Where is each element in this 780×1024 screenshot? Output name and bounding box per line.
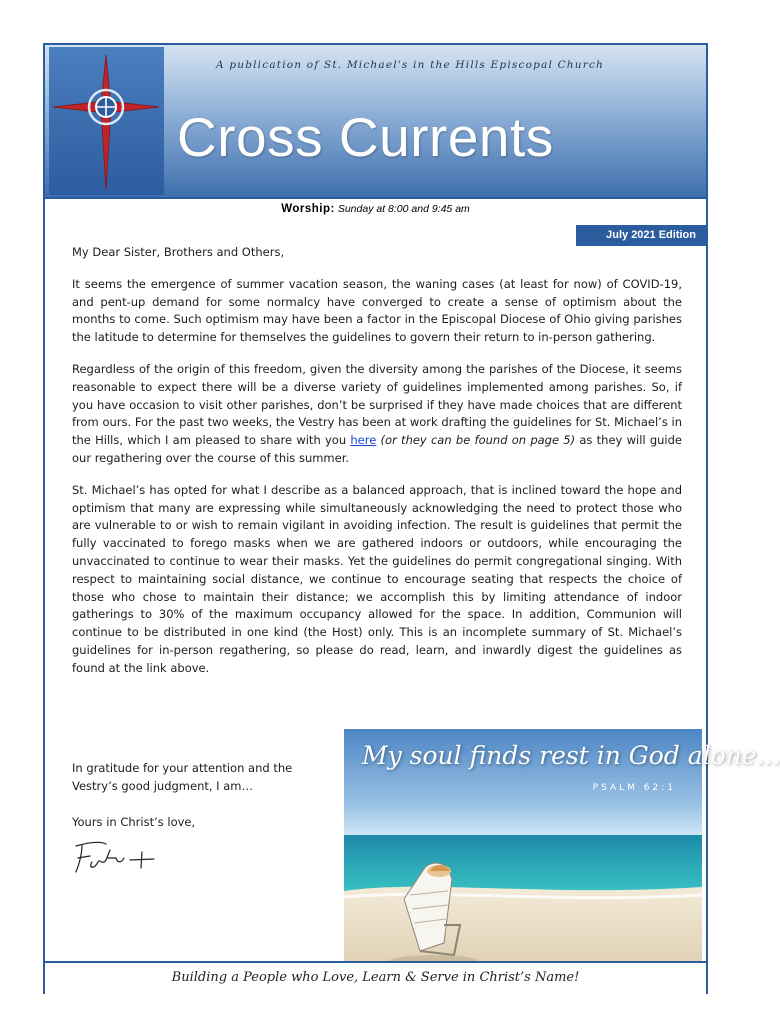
signoff-line: Yours in Christ’s love, [72, 814, 196, 829]
paragraph-2 [72, 361, 682, 468]
worship-label: Worship: [281, 203, 335, 215]
scripture-citation: PSALM 62:1 [592, 783, 676, 793]
scripture-quote: My soul finds rest in God alone... [362, 741, 780, 770]
publication-subtitle: A publication of St. Michael's in the Hills Episcopal Church [216, 59, 604, 71]
worship-schedule: Sunday at 8:00 and 9:45 am [337, 203, 470, 215]
paragraph-2-text: Regardless of the origin of this freedom, given the diversity among the parishes of the Diocese, it seems reasonable to expect there will be a diverse variety of guidelines implemented among parishes. So, if you have occasion to visit other parishes, don’t be surprised if they have made choices that are different from ours. For the past two weeks, the Vestry has been at work drafting the guidelines for St. Michael’s in the Hills, which I am pleased to share with you [72, 361, 682, 448]
logo [49, 47, 164, 195]
paragraph-2-end: as they will guide our regathering over the course of this summer. [72, 433, 682, 465]
newsletter-title: Cross Currents [177, 106, 554, 168]
letter-closing [72, 760, 327, 849]
footer-tagline: Building a People who Love, Learn & Serve in Christ’s Name! [171, 970, 580, 985]
guidelines-link[interactable]: here [350, 433, 377, 448]
signature [70, 838, 160, 883]
footer [45, 961, 706, 994]
paragraph-1: It seems the emergence of summer vacation season, the waning cases (at least for now) of COVID-19, and pent-up demand for some normalcy have converged to create a sense of optimism about the months to come. Such optimism may have been a factor in the Episcopal Diocese of Ohio giving parishes the latitude to determine for themselves the guidelines to govern their return to in-person gathering. [72, 276, 682, 345]
salutation: My Dear Sister, Brothers and Others, [72, 245, 285, 259]
page-reference: (or they can be found on page 5) [376, 433, 576, 448]
worship-bar [45, 197, 706, 219]
gratitude-line: In gratitude for your attention and the Vestry’s good judgment, I am… [72, 761, 293, 793]
signature-icon [70, 838, 160, 878]
paragraph-3: St. Michael’s has opted for what I describe as a balanced approach, that is inclined toward the hope and optimism that many are expressing while simultaneously acknowledging the need to protect those who are vulnerable to or wish to remain vigilant in avoiding infection. The result is guidelines that permit the fully vaccinated to forego masks when we are gathered indoors or outdoors, while encouraging the unvaccinated to continue to wear their masks. Yet the guidelines do permit congregational singing. With respect to maintaining social distance, we continue to encourage seating that respects the choice of those who chose to maintain their distance; we accomplish this by limiting attendance of indoor gatherings to 30% of the maximum occupancy allowed for the space. In addition, Communion will continue to be distributed in one kind (the Host) only. This is an incomplete summary of St. Michael’s guidelines for in-person regathering, so please do read, learn, and inwardly digest the guidelines as found at the link above. [72, 482, 682, 675]
letter-body [72, 244, 682, 692]
masthead [45, 45, 706, 197]
scripture-photo [344, 729, 780, 993]
edition-badge: July 2021 Edition [576, 225, 708, 246]
newsletter-page [43, 43, 780, 994]
cross-icon [49, 47, 164, 195]
